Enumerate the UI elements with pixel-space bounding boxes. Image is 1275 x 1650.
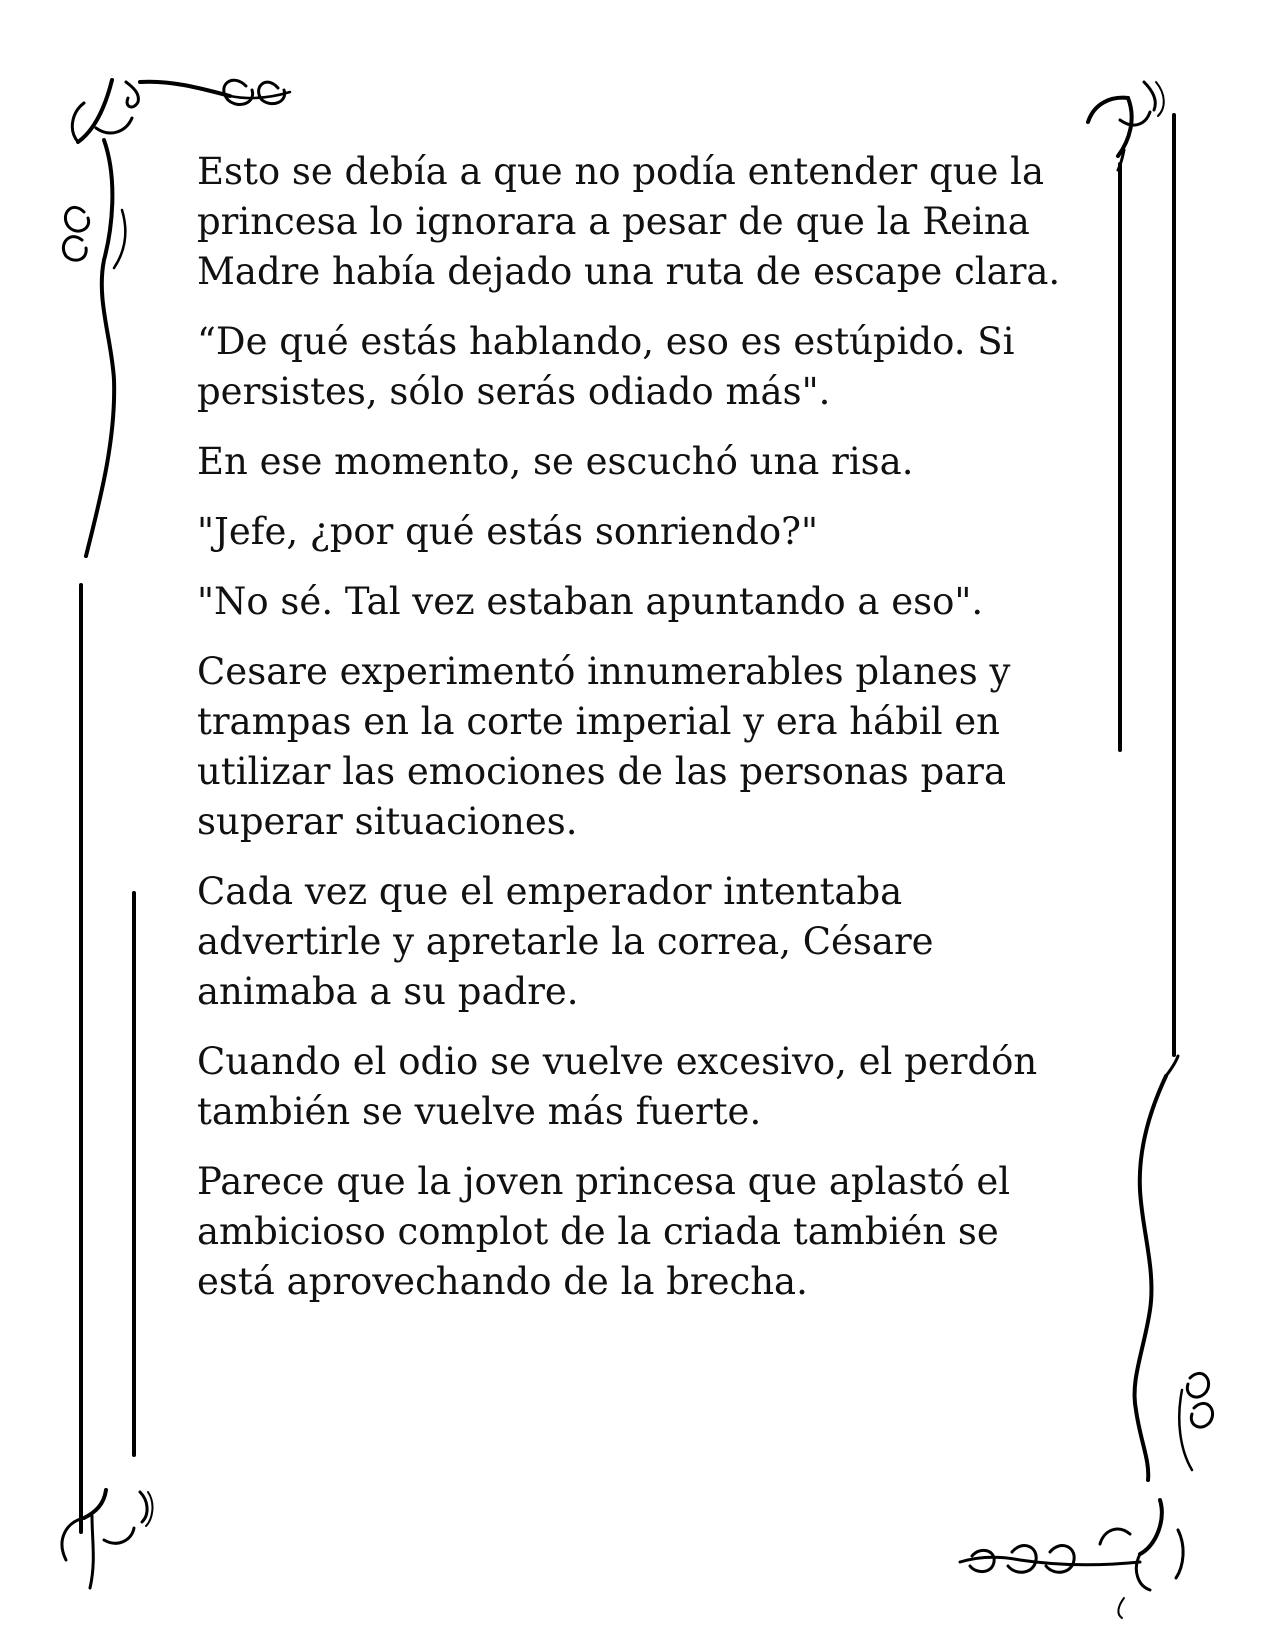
paragraph xyxy=(176,577,1076,627)
text-line: trampas en la corte imperial y era hábil en xyxy=(197,700,1001,743)
text-line: también se vuelve más fuerte. xyxy=(197,1090,762,1133)
paragraph xyxy=(176,1157,1076,1307)
text-line: Cada vez que el emperador intentaba xyxy=(197,870,903,913)
paragraph xyxy=(176,147,1076,297)
top-right-flourish-icon xyxy=(1088,82,1164,170)
text-line: superar situaciones. xyxy=(197,800,578,843)
text-line: princesa lo ignorara a pesar de que la Reina xyxy=(197,200,1030,243)
text-line: Parece que la joven princesa que aplastó el xyxy=(197,1160,1011,1203)
text-line: persistes, sólo serás odiado más". xyxy=(197,370,831,413)
text-line: Cuando el odio se vuelve excesivo, el perdón xyxy=(197,1040,1038,1083)
bottom-left-flourish-icon xyxy=(62,1490,152,1588)
text-line: está aprovechando de la brecha. xyxy=(197,1260,808,1303)
paragraph xyxy=(176,317,1076,417)
text-line: Esto se debía a que no podía entender que la xyxy=(197,150,1045,193)
text-line: ambicioso complot de la criada también se xyxy=(197,1210,999,1253)
paragraph xyxy=(176,437,1076,487)
text-line: utilizar las emociones de las personas para xyxy=(197,750,1007,793)
text-line: advertirle y apretarle la correa, Césare xyxy=(197,920,934,963)
text-line: Cesare experimentó innumerables planes y xyxy=(197,650,1011,693)
paragraph xyxy=(176,507,1076,557)
text-line: Madre había dejado una ruta de escape clara. xyxy=(197,250,1061,293)
paragraph xyxy=(176,867,1076,1017)
text-line: "Jefe, ¿por qué estás sonriendo?" xyxy=(197,510,818,553)
paragraph xyxy=(176,647,1076,847)
text-line: "No sé. Tal vez estaban apuntando a eso". xyxy=(197,580,984,623)
text-line: “De qué estás hablando, eso es estúpido. Si xyxy=(197,320,1015,363)
body-text xyxy=(176,147,1076,1327)
text-line: En ese momento, se escuchó una risa. xyxy=(197,440,914,483)
text-line: animaba a su padre. xyxy=(197,970,579,1013)
paragraph xyxy=(176,1037,1076,1137)
